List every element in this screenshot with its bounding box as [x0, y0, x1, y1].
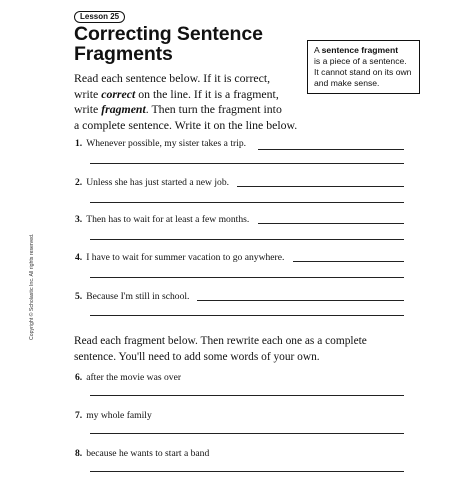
definition-line-1: A sentence fragment [314, 45, 399, 55]
sentence-item-3: 3. Then has to wait for at least a few months. [75, 214, 250, 225]
definition-line-2: is a piece of a sentence. [314, 56, 407, 66]
part2-instructions-line-1: Read each fragment below. Then rewrite each one as a complete [74, 335, 367, 347]
answer-line-4b[interactable] [90, 277, 404, 278]
lesson-badge: Lesson 25 [74, 11, 125, 23]
copyright-notice [27, 200, 35, 340]
definition-term: sentence fragment [321, 45, 399, 55]
answer-line-2a[interactable] [237, 186, 404, 187]
fragment-item-7: 7. my whole family [75, 410, 152, 421]
part1-instructions [74, 71, 309, 133]
sentence-item-5: 5. Because I'm still in school. [75, 291, 190, 302]
fragment-item-6: 6. after the movie was over [75, 372, 182, 383]
answer-line-3b[interactable] [90, 239, 404, 240]
definition-line-4: and make sense. [314, 78, 380, 88]
definition-line-3: It cannot stand on its own [314, 67, 412, 77]
answer-line-5b[interactable] [90, 315, 404, 316]
answer-line-2b[interactable] [90, 202, 404, 203]
page-title [74, 24, 304, 64]
answer-line-7[interactable] [90, 433, 404, 434]
sentence-item-2: 2. Unless she has just started a new job. [75, 177, 230, 188]
copyright-svg [27, 200, 35, 340]
answer-line-1a[interactable] [258, 149, 404, 150]
part1-instructions-line-2: write correct on the line. If it is a fragment, [74, 86, 279, 101]
fragment-item-8: 8. because he wants to start a band [75, 448, 210, 459]
answer-line-6[interactable] [90, 395, 404, 396]
part2-instructions-line-2: sentence. You'll need to add some words of your own. [74, 350, 320, 363]
answer-line-8[interactable] [90, 471, 404, 472]
title-line-2: Fragments [74, 43, 173, 65]
answer-line-5a[interactable] [197, 300, 404, 301]
part1-instructions-line-3: write fragment. Then turn the fragment into [74, 102, 282, 116]
answer-line-3a[interactable] [258, 223, 404, 224]
copyright-text: Copyright © Scholastic Inc. All rights reserved. [29, 233, 35, 340]
sentence-item-1: 1. Whenever possible, my sister takes a trip. [75, 138, 247, 149]
part1-instructions-line-4: a complete sentence. Write it on the line below. [74, 117, 298, 132]
part2-instructions [74, 334, 414, 365]
definition-box [307, 40, 420, 94]
part1-instructions-line-1: Read each sentence below. If it is correct, [74, 71, 271, 85]
answer-line-1b[interactable] [90, 163, 404, 164]
title-line-1: Correcting Sentence [74, 23, 263, 45]
sentence-item-4: 4. I have to wait for summer vacation to go anywhere. [75, 252, 285, 263]
answer-line-4a[interactable] [293, 261, 404, 262]
